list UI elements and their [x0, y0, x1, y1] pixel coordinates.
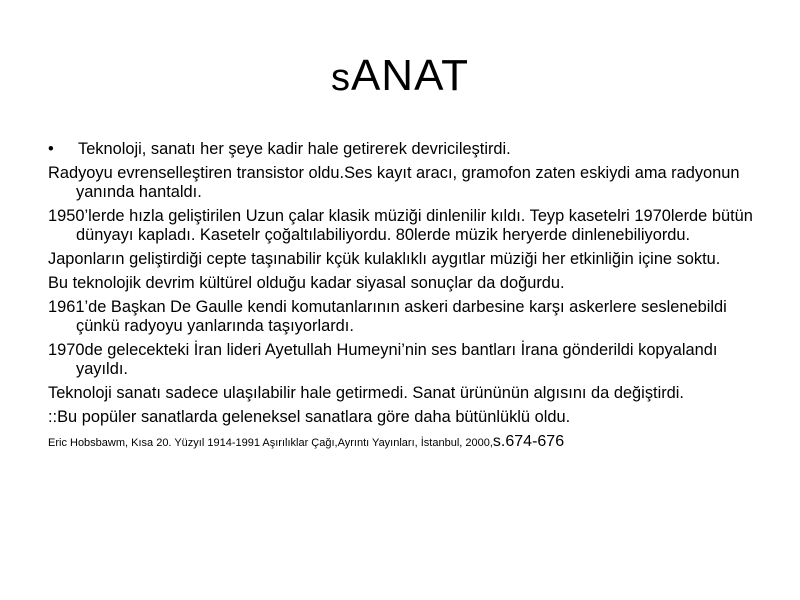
paragraph-long-play: 1950’lerde hızla geliştirilen Uzun çalar klasik müziği dinlenilir kıldı. Teyp kasetelri 1970lerde bütün dünyayı kapladı. Kasetelr çoğaltılabiliyordu. 80lerde müzik heryerde dinlenebiliyordu. [48, 207, 753, 244]
slide-title-rest: ANAT [350, 51, 470, 100]
reference-text: Eric Hobsbawm, Kısa 20. Yüzyıl 1914-1991 Aşırılıklar Çağı,Ayrıntı Yayınları, İstanbul, 2000, [48, 437, 493, 449]
reference-citation [48, 432, 758, 453]
reference-pages: s.674-676 [492, 433, 565, 450]
paragraph-radio: Radyoyu evrenselleştiren transistor oldu.Ses kayıt aracı, gramofon zaten eskiydi ama radyonun yanında hantaldı. [48, 164, 740, 201]
slide-title-first-letter: s [330, 57, 351, 99]
bullet-symbol: • [48, 140, 54, 158]
paragraph-perception: Teknoloji sanatı sadece ulaşılabilir hale getirmedi. Sanat ürününün algısını da değiştirdi. [48, 384, 684, 402]
bullet-text: Teknoloji, sanatı her şeye kadir hale getirerek devricileştirdi. [78, 140, 511, 158]
paragraph-khomeini: 1970de gelecekteki İran lideri Ayetullah Humeyni’nin ses bantları İrana gönderildi kopyalandı yayıldı. [48, 341, 718, 378]
paragraph-political-results: Bu teknolojik devrim kültürel olduğu kadar siyasal sonuçlar da doğurdu. [48, 274, 565, 292]
bullet-item [48, 140, 758, 159]
slide-title [0, 48, 800, 106]
paragraph-portable-devices: Japonların geliştirdiği cepte taşınabilir kçük kulaklıklı aygıtlar müziği her etkinliğin içine soktu. [48, 250, 721, 268]
slide-body [48, 140, 758, 453]
paragraph-popular-arts: ::Bu popüler sanatlarda geleneksel sanatlara göre daha bütünlüklü oldu. [48, 408, 571, 426]
paragraph-de-gaulle: 1961’de Başkan De Gaulle kendi komutanlarının askeri darbesine karşı askerlere seslenebildi çünkü radyoyu yanlarında taşıyorlardı. [48, 298, 727, 335]
